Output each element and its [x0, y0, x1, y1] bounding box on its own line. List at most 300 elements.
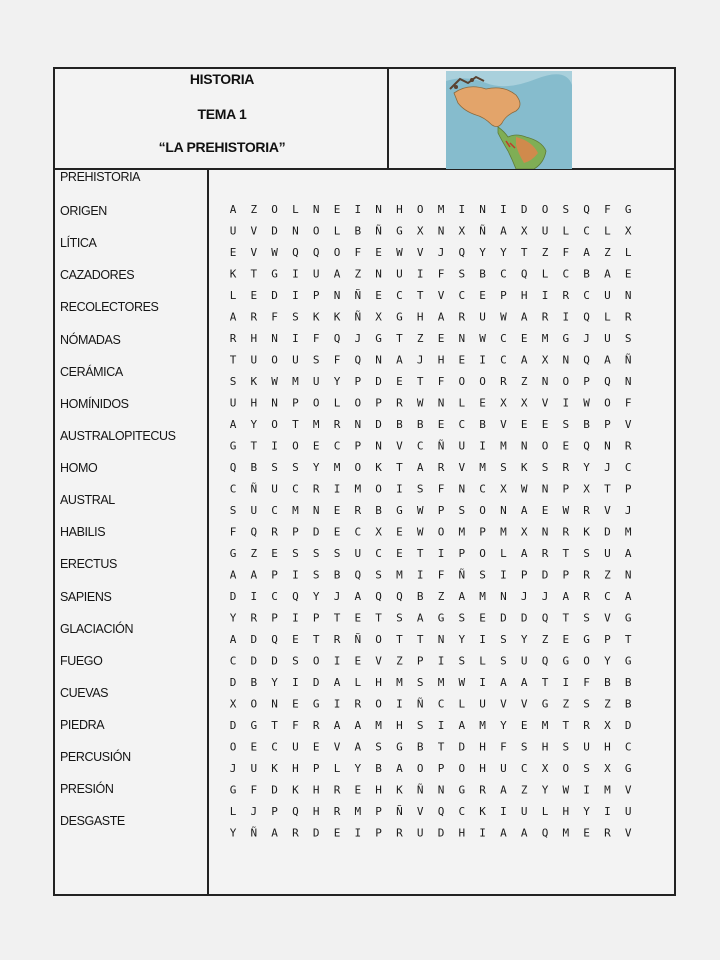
- grid-letter[interactable]: S: [312, 568, 320, 582]
- grid-letter[interactable]: N: [624, 568, 632, 582]
- grid-letter[interactable]: Ñ: [396, 805, 403, 818]
- grid-letter[interactable]: O: [416, 762, 424, 775]
- grid-letter[interactable]: I: [333, 482, 341, 496]
- grid-letter[interactable]: A: [500, 224, 507, 238]
- grid-letter[interactable]: U: [604, 289, 611, 302]
- grid-letter[interactable]: I: [250, 590, 258, 603]
- grid-letter[interactable]: F: [583, 676, 590, 689]
- grid-letter[interactable]: T: [562, 547, 570, 560]
- grid-letter[interactable]: D: [520, 203, 528, 216]
- grid-letter[interactable]: X: [520, 525, 528, 539]
- grid-letter[interactable]: V: [604, 504, 611, 517]
- grid-letter[interactable]: N: [271, 332, 278, 345]
- grid-letter[interactable]: N: [458, 482, 466, 496]
- grid-letter[interactable]: B: [624, 676, 632, 689]
- grid-letter[interactable]: P: [520, 568, 528, 582]
- grid-letter[interactable]: T: [604, 482, 611, 496]
- grid-letter[interactable]: J: [604, 461, 611, 474]
- grid-letter[interactable]: N: [437, 783, 445, 797]
- grid-letter[interactable]: S: [562, 418, 570, 431]
- grid-letter[interactable]: N: [375, 353, 382, 367]
- grid-letter[interactable]: C: [229, 654, 237, 668]
- grid-letter[interactable]: I: [479, 439, 486, 453]
- grid-letter[interactable]: C: [624, 461, 632, 474]
- grid-letter[interactable]: J: [541, 590, 549, 603]
- grid-letter[interactable]: H: [416, 310, 424, 324]
- grid-letter[interactable]: Z: [396, 654, 403, 668]
- grid-letter[interactable]: C: [458, 805, 466, 818]
- grid-letter[interactable]: H: [250, 332, 258, 345]
- grid-letter[interactable]: I: [292, 332, 299, 345]
- grid-letter[interactable]: S: [271, 461, 278, 474]
- grid-letter[interactable]: C: [229, 482, 237, 496]
- grid-letter[interactable]: E: [479, 396, 486, 410]
- grid-letter[interactable]: P: [312, 762, 320, 775]
- grid-letter[interactable]: B: [416, 590, 424, 603]
- grid-letter[interactable]: K: [520, 461, 528, 474]
- grid-letter[interactable]: S: [292, 461, 299, 474]
- grid-letter[interactable]: T: [333, 611, 341, 625]
- grid-letter[interactable]: H: [312, 805, 320, 818]
- grid-letter[interactable]: D: [312, 676, 320, 689]
- grid-letter[interactable]: S: [562, 740, 570, 754]
- grid-letter[interactable]: M: [354, 805, 362, 818]
- grid-letter[interactable]: D: [312, 525, 320, 539]
- grid-letter[interactable]: H: [520, 289, 528, 302]
- grid-letter[interactable]: K: [375, 461, 382, 474]
- grid-letter[interactable]: T: [396, 332, 403, 345]
- grid-letter[interactable]: G: [562, 654, 570, 668]
- grid-letter[interactable]: O: [375, 482, 382, 496]
- grid-letter[interactable]: U: [292, 740, 299, 754]
- grid-letter[interactable]: X: [541, 353, 549, 367]
- grid-letter[interactable]: I: [292, 611, 299, 625]
- grid-letter[interactable]: U: [604, 547, 611, 560]
- grid-letter[interactable]: Q: [396, 590, 403, 603]
- grid-letter[interactable]: M: [479, 461, 486, 474]
- grid-letter[interactable]: R: [354, 504, 362, 517]
- grid-letter[interactable]: Y: [500, 246, 507, 259]
- grid-letter[interactable]: P: [604, 418, 611, 431]
- grid-letter[interactable]: B: [479, 418, 486, 431]
- grid-letter[interactable]: D: [541, 568, 549, 582]
- grid-letter[interactable]: A: [458, 719, 466, 732]
- grid-letter[interactable]: N: [458, 332, 466, 345]
- grid-letter[interactable]: B: [354, 224, 362, 238]
- grid-letter[interactable]: A: [271, 826, 278, 840]
- grid-letter[interactable]: S: [416, 719, 424, 732]
- grid-letter[interactable]: R: [250, 611, 258, 625]
- grid-letter[interactable]: Y: [312, 590, 320, 603]
- grid-letter[interactable]: A: [333, 676, 341, 689]
- grid-letter[interactable]: M: [541, 332, 549, 345]
- grid-letter[interactable]: C: [458, 418, 466, 431]
- grid-letter[interactable]: C: [479, 482, 486, 496]
- grid-letter[interactable]: Y: [271, 676, 278, 689]
- grid-letter[interactable]: N: [375, 203, 382, 216]
- grid-letter[interactable]: P: [292, 525, 299, 539]
- grid-letter[interactable]: X: [583, 482, 590, 496]
- grid-letter[interactable]: Q: [333, 332, 341, 345]
- grid-letter[interactable]: Q: [604, 375, 611, 388]
- grid-letter[interactable]: F: [250, 783, 258, 797]
- grid-letter[interactable]: B: [624, 697, 632, 711]
- grid-letter[interactable]: O: [312, 654, 320, 668]
- grid-letter[interactable]: R: [458, 310, 466, 324]
- grid-letter[interactable]: T: [416, 547, 424, 560]
- grid-letter[interactable]: X: [375, 310, 382, 324]
- grid-letter[interactable]: V: [458, 461, 466, 474]
- grid-letter[interactable]: S: [583, 697, 590, 711]
- grid-letter[interactable]: N: [624, 289, 632, 302]
- grid-letter[interactable]: N: [437, 224, 445, 238]
- grid-letter[interactable]: P: [375, 396, 382, 410]
- grid-letter[interactable]: L: [333, 224, 341, 238]
- grid-letter[interactable]: Q: [354, 568, 362, 582]
- grid-letter[interactable]: N: [500, 504, 507, 517]
- grid-letter[interactable]: S: [479, 568, 486, 582]
- grid-letter[interactable]: D: [271, 289, 278, 302]
- grid-letter[interactable]: F: [333, 353, 341, 367]
- grid-letter[interactable]: Z: [520, 783, 528, 797]
- grid-letter[interactable]: D: [437, 826, 445, 840]
- grid-letter[interactable]: H: [396, 203, 403, 216]
- grid-letter[interactable]: A: [229, 418, 237, 431]
- grid-letter[interactable]: O: [333, 246, 341, 259]
- grid-letter[interactable]: J: [354, 332, 362, 345]
- grid-letter[interactable]: M: [562, 826, 570, 840]
- grid-letter[interactable]: N: [500, 590, 507, 603]
- grid-letter[interactable]: A: [229, 310, 237, 324]
- grid-letter[interactable]: K: [583, 525, 590, 539]
- grid-letter[interactable]: P: [624, 482, 632, 496]
- grid-letter[interactable]: B: [250, 676, 258, 689]
- grid-letter[interactable]: E: [479, 289, 486, 302]
- grid-letter[interactable]: W: [583, 396, 590, 410]
- grid-letter[interactable]: L: [479, 654, 486, 668]
- grid-letter[interactable]: O: [604, 396, 611, 410]
- grid-letter[interactable]: P: [604, 633, 611, 646]
- grid-letter[interactable]: D: [500, 611, 507, 625]
- grid-letter[interactable]: I: [541, 289, 549, 302]
- grid-letter[interactable]: B: [396, 418, 403, 431]
- grid-letter[interactable]: R: [312, 482, 320, 496]
- grid-letter[interactable]: R: [250, 310, 258, 324]
- grid-letter[interactable]: P: [375, 805, 382, 818]
- grid-letter[interactable]: H: [292, 762, 299, 775]
- grid-letter[interactable]: L: [354, 676, 362, 689]
- grid-letter[interactable]: M: [624, 525, 632, 539]
- grid-letter[interactable]: T: [396, 461, 403, 474]
- grid-letter[interactable]: E: [562, 439, 570, 453]
- grid-letter[interactable]: L: [541, 267, 549, 281]
- grid-letter[interactable]: Q: [375, 590, 382, 603]
- grid-letter[interactable]: G: [396, 504, 403, 517]
- grid-letter[interactable]: U: [416, 826, 424, 840]
- grid-letter[interactable]: H: [604, 740, 611, 754]
- grid-letter[interactable]: M: [479, 590, 486, 603]
- grid-letter[interactable]: H: [312, 783, 320, 797]
- grid-letter[interactable]: F: [562, 246, 570, 259]
- grid-letter[interactable]: M: [396, 676, 403, 689]
- grid-letter[interactable]: I: [354, 203, 362, 216]
- grid-letter[interactable]: D: [624, 719, 632, 732]
- grid-letter[interactable]: B: [479, 267, 486, 281]
- grid-letter[interactable]: Y: [354, 762, 362, 775]
- grid-letter[interactable]: R: [583, 590, 590, 603]
- grid-letter[interactable]: T: [562, 719, 570, 732]
- grid-letter[interactable]: I: [396, 697, 403, 711]
- grid-letter[interactable]: A: [520, 547, 528, 560]
- grid-letter[interactable]: F: [437, 375, 445, 388]
- grid-letter[interactable]: D: [250, 633, 258, 646]
- grid-letter[interactable]: H: [437, 353, 445, 367]
- grid-letter[interactable]: E: [250, 740, 258, 754]
- grid-letter[interactable]: P: [479, 525, 486, 539]
- grid-letter[interactable]: I: [416, 267, 424, 281]
- grid-letter[interactable]: C: [583, 224, 590, 238]
- grid-letter[interactable]: I: [500, 568, 507, 582]
- grid-letter[interactable]: V: [250, 246, 258, 259]
- grid-letter[interactable]: O: [458, 762, 466, 775]
- grid-letter[interactable]: G: [458, 783, 466, 797]
- grid-letter[interactable]: N: [541, 482, 549, 496]
- grid-letter[interactable]: K: [479, 805, 486, 818]
- grid-letter[interactable]: D: [375, 375, 382, 388]
- grid-letter[interactable]: S: [541, 461, 549, 474]
- grid-letter[interactable]: D: [271, 783, 278, 797]
- grid-letter[interactable]: Q: [229, 461, 237, 474]
- grid-letter[interactable]: Y: [479, 246, 486, 259]
- grid-letter[interactable]: Q: [354, 353, 362, 367]
- grid-letter[interactable]: I: [333, 697, 341, 711]
- grid-letter[interactable]: X: [520, 396, 528, 410]
- grid-letter[interactable]: Q: [541, 826, 549, 840]
- grid-letter[interactable]: M: [292, 375, 299, 388]
- grid-letter[interactable]: W: [271, 246, 278, 259]
- grid-letter[interactable]: E: [312, 439, 320, 453]
- grid-letter[interactable]: R: [624, 439, 632, 453]
- grid-letter[interactable]: H: [479, 762, 486, 775]
- grid-letter[interactable]: I: [396, 482, 403, 496]
- grid-letter[interactable]: I: [437, 719, 445, 732]
- grid-letter[interactable]: Ñ: [354, 633, 362, 646]
- grid-letter[interactable]: C: [500, 353, 507, 367]
- grid-letter[interactable]: M: [500, 439, 507, 453]
- grid-letter[interactable]: A: [604, 353, 611, 367]
- grid-letter[interactable]: N: [541, 375, 549, 388]
- grid-letter[interactable]: C: [583, 289, 590, 302]
- grid-letter[interactable]: R: [333, 633, 341, 646]
- grid-letter[interactable]: G: [541, 697, 549, 711]
- grid-letter[interactable]: Z: [250, 203, 258, 216]
- grid-letter[interactable]: N: [562, 353, 570, 367]
- grid-letter[interactable]: A: [354, 719, 362, 732]
- grid-letter[interactable]: C: [396, 289, 403, 302]
- grid-letter[interactable]: A: [396, 762, 403, 775]
- grid-letter[interactable]: R: [271, 525, 278, 539]
- grid-letter[interactable]: Y: [250, 418, 258, 431]
- grid-letter[interactable]: M: [312, 418, 320, 431]
- grid-letter[interactable]: K: [312, 310, 320, 324]
- grid-letter[interactable]: P: [271, 805, 278, 818]
- grid-letter[interactable]: T: [250, 267, 258, 281]
- grid-letter[interactable]: V: [333, 740, 341, 754]
- grid-letter[interactable]: E: [520, 719, 528, 732]
- grid-letter[interactable]: J: [624, 504, 632, 517]
- grid-letter[interactable]: V: [375, 654, 382, 668]
- grid-letter[interactable]: I: [479, 676, 486, 689]
- grid-letter[interactable]: O: [562, 375, 570, 388]
- grid-letter[interactable]: S: [396, 611, 403, 625]
- grid-letter[interactable]: R: [229, 332, 237, 345]
- grid-letter[interactable]: Y: [229, 611, 237, 625]
- grid-letter[interactable]: F: [437, 267, 445, 281]
- grid-letter[interactable]: Z: [437, 590, 445, 603]
- grid-letter[interactable]: S: [562, 203, 570, 216]
- grid-letter[interactable]: E: [396, 525, 403, 539]
- grid-letter[interactable]: A: [437, 310, 445, 324]
- grid-letter[interactable]: X: [604, 719, 611, 732]
- grid-letter[interactable]: G: [229, 439, 237, 453]
- grid-letter[interactable]: R: [583, 504, 590, 517]
- grid-letter[interactable]: J: [520, 590, 528, 603]
- grid-letter[interactable]: G: [562, 332, 570, 345]
- grid-letter[interactable]: E: [354, 654, 362, 668]
- grid-letter[interactable]: A: [500, 826, 507, 840]
- grid-letter[interactable]: Q: [250, 525, 258, 539]
- grid-letter[interactable]: B: [604, 676, 611, 689]
- grid-letter[interactable]: E: [624, 267, 632, 281]
- grid-letter[interactable]: U: [520, 805, 528, 818]
- grid-letter[interactable]: O: [416, 203, 424, 216]
- grid-letter[interactable]: T: [312, 633, 320, 646]
- grid-letter[interactable]: S: [416, 482, 424, 496]
- grid-letter[interactable]: U: [250, 353, 258, 367]
- grid-letter[interactable]: V: [500, 697, 507, 711]
- grid-letter[interactable]: V: [250, 224, 258, 238]
- grid-letter[interactable]: G: [375, 332, 382, 345]
- grid-letter[interactable]: O: [479, 375, 486, 388]
- grid-letter[interactable]: C: [271, 740, 278, 754]
- grid-letter[interactable]: R: [541, 310, 549, 324]
- grid-letter[interactable]: U: [479, 697, 486, 711]
- grid-letter[interactable]: S: [583, 762, 590, 775]
- grid-letter[interactable]: L: [229, 289, 237, 302]
- grid-letter[interactable]: H: [562, 805, 570, 818]
- grid-letter[interactable]: I: [292, 568, 299, 582]
- grid-letter[interactable]: I: [479, 353, 486, 367]
- grid-letter[interactable]: T: [250, 439, 258, 453]
- grid-letter[interactable]: L: [458, 396, 466, 410]
- grid-letter[interactable]: E: [562, 633, 570, 646]
- grid-letter[interactable]: T: [624, 633, 632, 646]
- grid-letter[interactable]: C: [271, 590, 278, 603]
- grid-letter[interactable]: W: [479, 332, 486, 345]
- grid-letter[interactable]: T: [562, 611, 570, 625]
- grid-letter[interactable]: C: [624, 740, 632, 754]
- grid-letter[interactable]: L: [604, 224, 611, 238]
- grid-letter[interactable]: A: [624, 547, 632, 560]
- grid-letter[interactable]: Q: [583, 203, 590, 216]
- grid-letter[interactable]: X: [520, 224, 528, 238]
- grid-letter[interactable]: E: [333, 826, 341, 840]
- grid-letter[interactable]: Z: [250, 547, 258, 560]
- grid-letter[interactable]: A: [354, 740, 362, 754]
- grid-letter[interactable]: S: [312, 353, 320, 367]
- grid-letter[interactable]: M: [437, 203, 445, 216]
- grid-letter[interactable]: H: [375, 783, 382, 797]
- grid-letter[interactable]: D: [520, 611, 528, 625]
- grid-letter[interactable]: O: [271, 353, 278, 367]
- grid-letter[interactable]: F: [229, 525, 237, 539]
- grid-letter[interactable]: D: [375, 418, 382, 431]
- grid-letter[interactable]: P: [312, 611, 320, 625]
- grid-letter[interactable]: V: [416, 246, 424, 259]
- grid-letter[interactable]: E: [396, 547, 403, 560]
- grid-letter[interactable]: N: [312, 203, 320, 216]
- grid-letter[interactable]: S: [500, 633, 507, 646]
- grid-letter[interactable]: S: [520, 740, 528, 754]
- grid-letter[interactable]: G: [583, 633, 590, 646]
- grid-letter[interactable]: H: [250, 396, 258, 410]
- grid-letter[interactable]: F: [500, 740, 507, 754]
- grid-letter[interactable]: C: [604, 590, 611, 603]
- grid-letter[interactable]: V: [624, 418, 632, 431]
- grid-letter[interactable]: F: [292, 719, 299, 732]
- grid-letter[interactable]: M: [375, 719, 382, 732]
- grid-letter[interactable]: O: [583, 654, 590, 668]
- grid-letter[interactable]: A: [500, 676, 507, 689]
- grid-letter[interactable]: P: [312, 289, 320, 302]
- grid-letter[interactable]: E: [333, 525, 341, 539]
- grid-letter[interactable]: T: [416, 633, 424, 646]
- grid-letter[interactable]: S: [624, 332, 632, 345]
- grid-letter[interactable]: W: [500, 310, 507, 324]
- grid-letter[interactable]: N: [479, 203, 486, 216]
- grid-letter[interactable]: I: [604, 805, 611, 818]
- grid-letter[interactable]: A: [229, 568, 237, 582]
- grid-letter[interactable]: P: [354, 375, 362, 388]
- grid-letter[interactable]: Y: [583, 805, 590, 818]
- grid-letter[interactable]: E: [354, 783, 362, 797]
- grid-letter[interactable]: M: [396, 568, 403, 582]
- grid-letter[interactable]: V: [624, 783, 632, 797]
- grid-letter[interactable]: P: [458, 547, 466, 560]
- grid-letter[interactable]: L: [333, 396, 341, 410]
- grid-letter[interactable]: C: [562, 267, 570, 281]
- grid-letter[interactable]: H: [396, 719, 403, 732]
- grid-letter[interactable]: W: [520, 482, 528, 496]
- grid-letter[interactable]: R: [541, 547, 549, 560]
- grid-letter[interactable]: K: [292, 783, 299, 797]
- grid-letter[interactable]: S: [229, 375, 237, 388]
- grid-letter[interactable]: B: [375, 762, 382, 775]
- grid-letter[interactable]: N: [375, 439, 382, 453]
- grid-letter[interactable]: Z: [604, 568, 611, 582]
- grid-letter[interactable]: A: [416, 461, 424, 474]
- grid-letter[interactable]: V: [500, 418, 507, 431]
- grid-letter[interactable]: F: [354, 246, 362, 259]
- grid-letter[interactable]: D: [604, 525, 611, 539]
- grid-letter[interactable]: Ñ: [354, 289, 362, 302]
- grid-letter[interactable]: G: [396, 310, 403, 324]
- grid-letter[interactable]: W: [458, 676, 466, 689]
- grid-letter[interactable]: O: [229, 740, 237, 754]
- grid-letter[interactable]: I: [458, 203, 466, 216]
- grid-letter[interactable]: I: [500, 203, 507, 216]
- grid-letter[interactable]: P: [292, 396, 299, 410]
